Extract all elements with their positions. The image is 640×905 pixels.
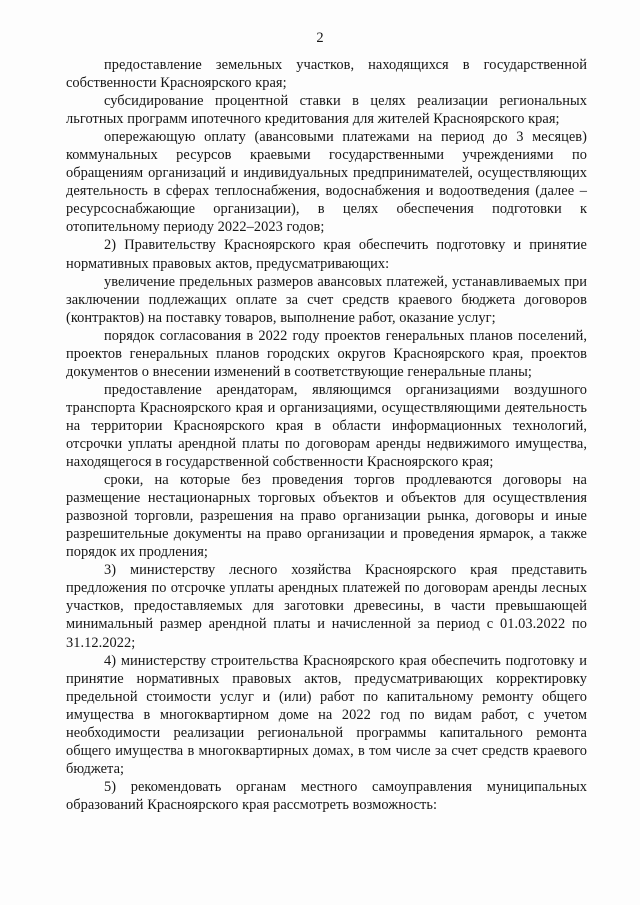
paragraph-item-3: 3) министерству лесного хозяйства Красноярского края представить предложения по отсрочке уплаты арендных платежей по договорам аренды лесных участков, предоставляемых для заготовки древесины, в части превышающей минимальный размер арендной платы и начисленной за период с 01.03.2022 по 31.12.2022; xyxy=(66,562,587,651)
paragraph-trade-terms: сроки, на которые без проведения торгов продлеваются договоры на размещение нестационарных торговых объектов и объектов для осуществления развозной торговли, разрешения на право организации рынка, договоры и иные разрешительные документы на право организации и проведения ярмарок, а также порядок их продления; xyxy=(66,472,587,561)
paragraph-advance-payment: опережающую оплату (авансовыми платежами на период до 3 месяцев) коммунальных ресурсов краевыми государственными учреждениями по обращениям организаций и индивидуальных предпринимателей, осуществляющих деятельность в сферах теплоснабжения, водоснабжения и водоотведения (далее – ресурсоснабжающие организации), в целях обеспечения подготовки к отопительному периоду 2022–2023 годов; xyxy=(66,129,587,236)
paragraph-advance-limits: увеличение предельных размеров авансовых платежей, устанавливаемых при заключении подлежащих оплате за счет средств краевого бюджета договоров (контрактов) на поставку товаров, выполнение работ, оказание услуг; xyxy=(66,273,587,326)
paragraph-item-5: 5) рекомендовать органам местного самоуправления муниципальных образований Красноярского края рассмотреть возможность: xyxy=(66,778,587,813)
paragraph-land-plots: предоставление земельных участков, находящихся в государственной собственности Красноярского края; xyxy=(66,57,587,92)
paragraph-mortgage-subsidy: субсидирование процентной ставки в целях реализации региональных льготных программ ипотечного кредитования для жителей Красноярского края; xyxy=(66,93,587,128)
paragraph-item-2: 2) Правительству Красноярского края обеспечить подготовку и принятие нормативных правовых актов, предусматривающих: xyxy=(66,237,587,272)
page-number: 2 xyxy=(316,30,324,46)
paragraph-item-4: 4) министерству строительства Красноярского края обеспечить подготовку и принятие нормативных правовых актов, предусматривающих корректировку предельной стоимости услуг и (или) работ по капитальному ремонту общего имущества в многоквартирном доме на 2022 год по видам работ, с учетом необходимости реализации региональной программы капитального ремонта общего имущества в многоквартирных домах, в том числе за счет средств краевого бюджета; xyxy=(66,652,587,777)
document-body xyxy=(66,56,587,814)
paragraph-rent-deferral: предоставление арендаторам, являющимся организациями воздушного транспорта Красноярского края и организациями, осуществляющими деятельность на территории Красноярского края в области информационных технологий, отсрочки уплаты арендной платы по договорам аренды недвижимого имущества, находящегося в государственной собственности Красноярского края; xyxy=(66,381,587,471)
paragraph-general-plans: порядок согласования в 2022 году проектов генеральных планов поселений, проектов генеральных планов городских округов Красноярского края, проектов документов о внесении изменений в соответствующие генеральные планы; xyxy=(66,327,587,380)
